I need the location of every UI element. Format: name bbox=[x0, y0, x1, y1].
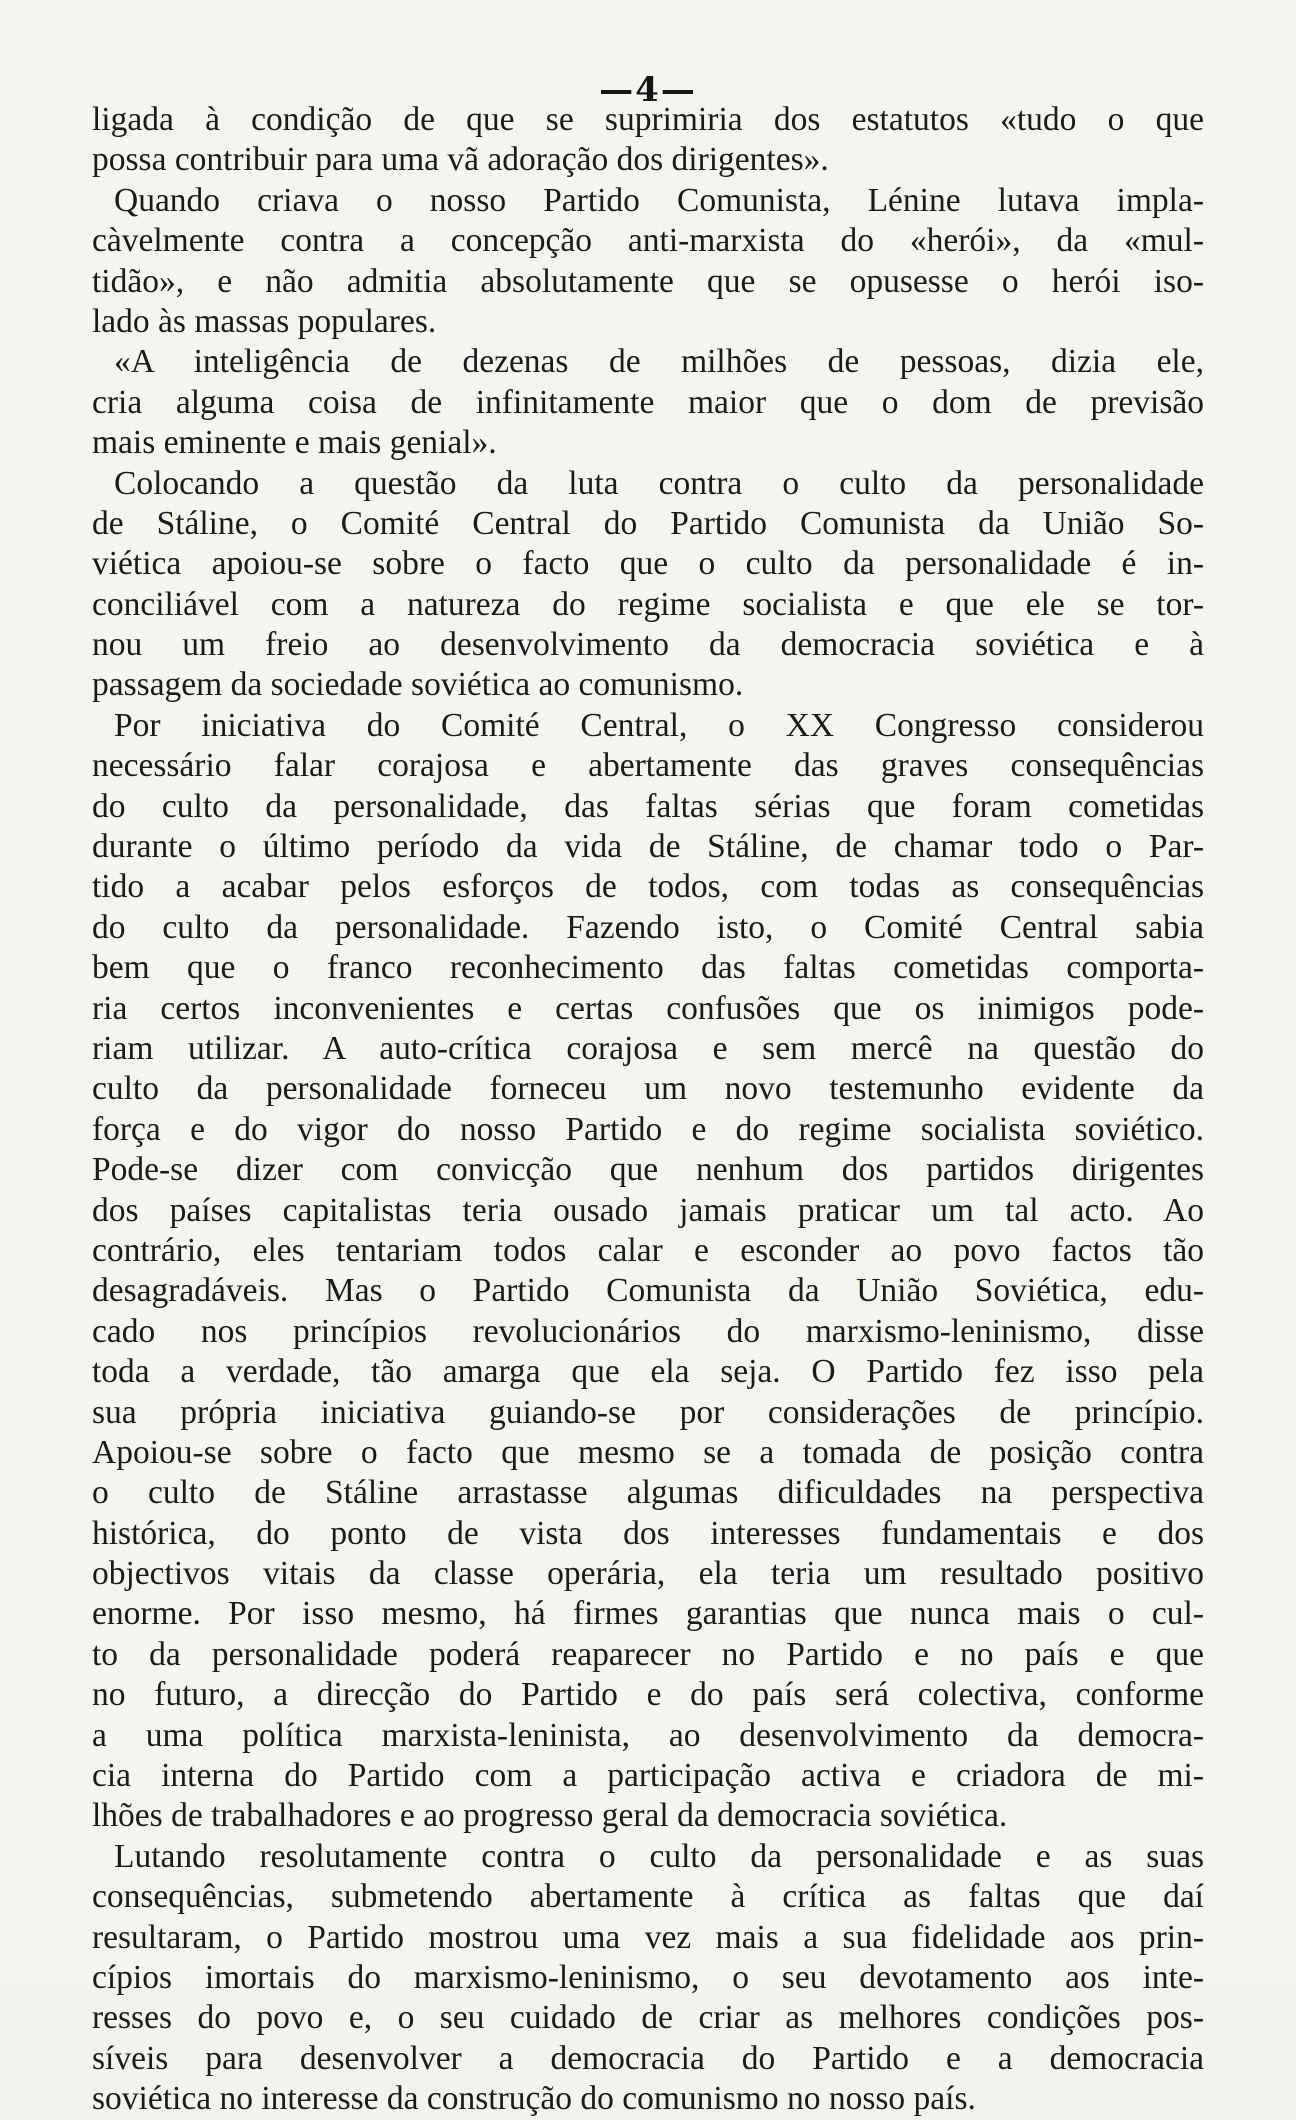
text-line: Por iniciativa do Comité Central, o XX Congresso considerou bbox=[114, 706, 1204, 744]
text-line: cípios imortais do marxismo-leninismo, o seu devotamento aos inte- bbox=[92, 1958, 1204, 1996]
text-line: o culto de Stáline arrastasse algumas dificuldades na perspectiva bbox=[92, 1474, 1204, 1512]
text-line: soviética no interesse da construção do comunismo no nosso país. bbox=[92, 2080, 976, 2118]
text-line: do culto da personalidade, das faltas sérias que foram cometidas bbox=[92, 787, 1204, 825]
text-line: riam utilizar. A auto-crítica corajosa e sem mercê na questão do bbox=[92, 1029, 1204, 1067]
text-body bbox=[92, 100, 1204, 2120]
text-line: durante o último período da vida de Stáline, de chamar todo o Par- bbox=[92, 828, 1204, 866]
text-line: cado nos princípios revolucionários do marxismo-leninismo, disse bbox=[92, 1312, 1204, 1350]
text-line: culto da personalidade forneceu um novo testemunho evidente da bbox=[92, 1070, 1204, 1108]
text-line: necessário falar corajosa e abertamente das graves consequências bbox=[92, 747, 1204, 785]
text-line: lhões de trabalhadores e ao progresso geral da democracia soviética. bbox=[92, 1797, 1008, 1835]
text-line: tido a acabar pelos esforços de todos, com todas as consequências bbox=[92, 868, 1204, 906]
text-line: passagem da sociedade soviética ao comunismo. bbox=[92, 666, 744, 704]
text-line: a uma política marxista-leninista, ao desenvolvimento da democra- bbox=[92, 1716, 1204, 1754]
text-line: tidão», e não admitia absolutamente que se opusesse o herói iso- bbox=[92, 262, 1204, 300]
text-line: de Stáline, o Comité Central do Partido Comunista da União So- bbox=[92, 504, 1204, 542]
text-line: mais eminente e mais genial». bbox=[92, 424, 497, 462]
text-line: Quando criava o nosso Partido Comunista, Lénine lutava impla- bbox=[114, 181, 1204, 219]
text-line: viética apoiou-se sobre o facto que o culto da personalidade é in- bbox=[92, 545, 1204, 583]
text-line: toda a verdade, tão amarga que ela seja. O Partido fez isso pela bbox=[92, 1353, 1204, 1391]
text-line: possa contribuir para uma vã adoração dos dirigentes». bbox=[92, 141, 829, 179]
paragraph bbox=[92, 181, 1204, 343]
text-line: Lutando resolutamente contra o culto da personalidade e as suas bbox=[114, 1837, 1204, 1875]
text-line: ligada à condição de que se suprimiria dos estatutos «tudo o que bbox=[92, 101, 1204, 138]
page-number: —4— bbox=[599, 70, 697, 110]
text-line: Pode-se dizer com convicção que nenhum dos partidos dirigentes bbox=[92, 1151, 1204, 1189]
text-line: ria certos inconvenientes e certas confusões que os inimigos pode- bbox=[92, 989, 1204, 1027]
paragraph bbox=[92, 464, 1204, 706]
text-line: cria alguma coisa de infinitamente maior que o dom de previsão bbox=[92, 383, 1204, 421]
text-line: càvelmente contra a concepção anti-marxista do «herói», da «mul- bbox=[92, 222, 1204, 260]
paragraph bbox=[92, 706, 1204, 1837]
text-line: desagradáveis. Mas o Partido Comunista da União Soviética, edu- bbox=[92, 1272, 1204, 1310]
text-line: resultaram, o Partido mostrou uma vez mais a sua fidelidade aos prin- bbox=[92, 1918, 1204, 1956]
text-line: enorme. Por isso mesmo, há firmes garantias que nunca mais o cul- bbox=[92, 1595, 1204, 1633]
text-line: contrário, eles tentariam todos calar e esconder ao povo factos tão bbox=[92, 1231, 1204, 1269]
paragraph bbox=[92, 100, 1204, 181]
text-line: «A inteligência de dezenas de milhões de pessoas, dizia ele, bbox=[114, 343, 1204, 381]
text-line: bem que o franco reconhecimento das faltas cometidas comporta- bbox=[92, 949, 1204, 987]
text-line: histórica, do ponto de vista dos interesses fundamentais e dos bbox=[92, 1514, 1204, 1552]
text-line: do culto da personalidade. Fazendo isto, o Comité Central sabia bbox=[92, 908, 1204, 946]
text-line: consequências, submetendo abertamente à crítica as faltas que daí bbox=[92, 1878, 1204, 1916]
text-line: síveis para desenvolver a democracia do Partido e a democracia bbox=[92, 2039, 1204, 2077]
text-line: lado às massas populares. bbox=[92, 302, 437, 340]
text-line: conciliável com a natureza do regime socialista e que ele se tor- bbox=[92, 585, 1204, 623]
text-line: nou um freio ao desenvolvimento da democracia soviética e à bbox=[92, 626, 1204, 664]
paragraph bbox=[92, 1837, 1204, 2120]
text-line: força e do vigor do nosso Partido e do regime socialista soviético. bbox=[92, 1110, 1204, 1148]
paragraph bbox=[92, 342, 1204, 463]
text-line: sua própria iniciativa guiando-se por considerações de princípio. bbox=[92, 1393, 1204, 1431]
text-line: cia interna do Partido com a participação activa e criadora de mi- bbox=[92, 1757, 1204, 1795]
text-line: dos países capitalistas teria ousado jamais praticar um tal acto. Ao bbox=[92, 1191, 1204, 1229]
text-line: Colocando a questão da luta contra o culto da personalidade bbox=[114, 464, 1204, 502]
text-line: Apoiou-se sobre o facto que mesmo se a tomada de posição contra bbox=[92, 1433, 1204, 1471]
text-line: objectivos vitais da classe operária, ela teria um resultado positivo bbox=[92, 1555, 1204, 1593]
text-line: resses do povo e, o seu cuidado de criar as melhores condições pos- bbox=[92, 1999, 1204, 2037]
text-line: no futuro, a direcção do Partido e do país será colectiva, conforme bbox=[92, 1676, 1204, 1714]
text-line: to da personalidade poderá reaparecer no Partido e no país e que bbox=[92, 1635, 1204, 1673]
